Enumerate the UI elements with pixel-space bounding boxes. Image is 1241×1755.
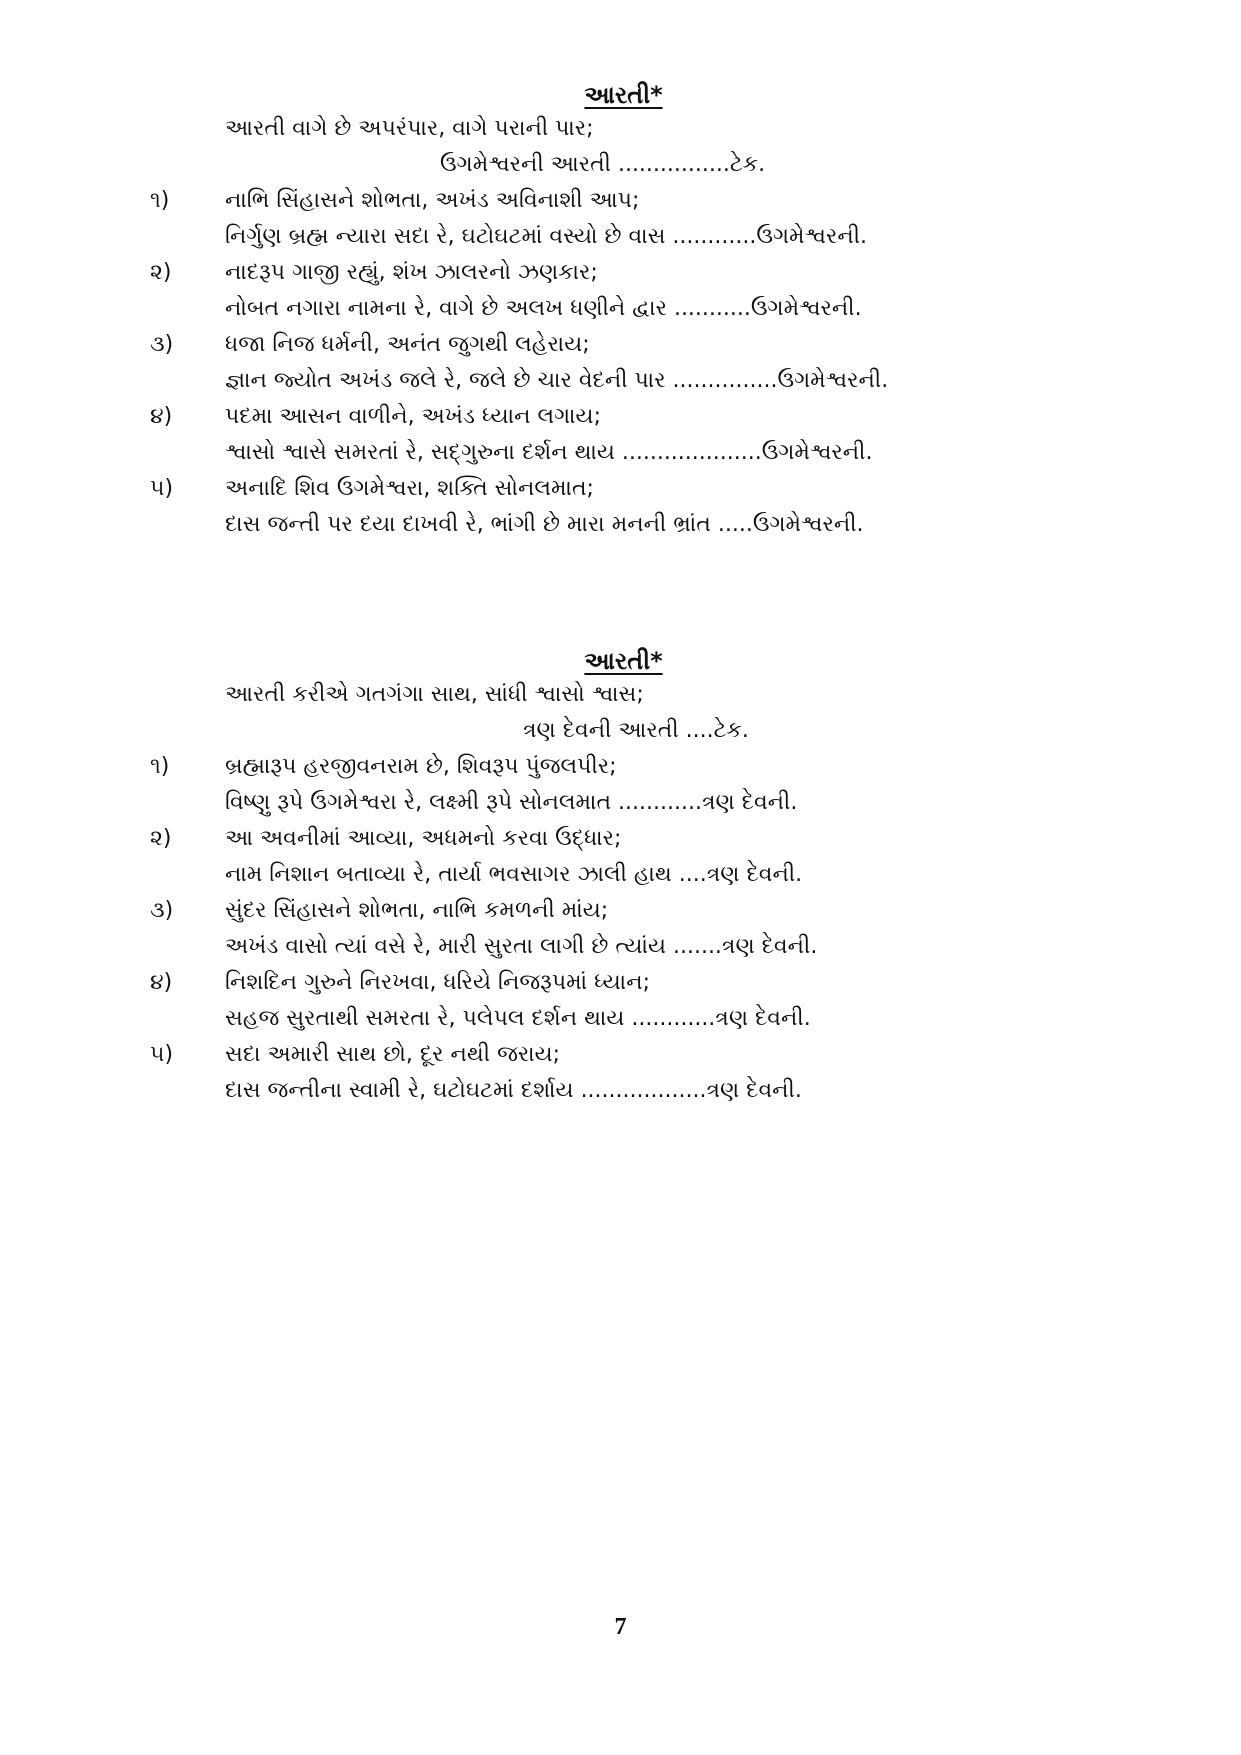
verse-3-line-2: અખંડ વાસો ત્યાં વસે રે, મારી સુરતા લાગી છે ત્યાંય .......ત્રણ દેવની.: [225, 934, 818, 959]
verse-1-line-1: ૧) નાભિ સિંહાસને શોભતા, અખંડ અવિનાશી આપ;: [0, 184, 1241, 220]
verse-number: ૪): [150, 404, 173, 429]
verse-2-line-1: ૨) આ અવનીમાં આવ્યા, અધમનો કરવા ઉદ્ધાર;: [0, 822, 1241, 858]
verse-number: ૧): [150, 188, 170, 213]
opening-line: આરતી કરીએ ગતગંગા સાથ, સાંધી શ્વાસો શ્વાસ;: [225, 682, 644, 707]
verse-number: ૫): [150, 1042, 174, 1067]
verse-2-line-2: નામ નિશાન બતાવ્યા રે, તાર્યા ભવસાગર ઝાલી હાથ ....ત્રણ દેવની.: [225, 862, 803, 887]
verse-2-line-1: ૨) નાદરૂપ ગાજી રહ્યું, શંખ ઝાલરનો ઝણકાર;: [0, 256, 1241, 292]
verse-4-line-1: ૪) પદમા આસન વાળીને, અખંડ ધ્યાન લગાય;: [0, 400, 1241, 436]
verse-number: ૩): [150, 332, 174, 357]
verse-5-line-1: ૫) અનાદિ શિવ ઉગમેશ્વરા, શક્તિ સોનલમાત;: [0, 472, 1241, 508]
verse-number: ૧): [150, 754, 170, 779]
verse-number: ૪): [150, 970, 173, 995]
verse-1-line-1: ૧) બ્રહ્મારૂપ હરજીવનરામ છે, શિવરૂપ પુંજલપીર;: [0, 750, 1241, 786]
section-title: આરતી*: [584, 647, 663, 675]
verse-2-line-2: નોબત નગારા નામના રે, વાગે છે અલખ ધણીને દ્વાર ...........ઉગમેશ્વરની.: [225, 296, 862, 321]
aarti-section-1: [0, 78, 1241, 544]
section-title: આરતી*: [584, 81, 663, 109]
verse-5-line-2: દાસ જન્તીના સ્વામી રે, ઘટોઘટમાં દર્શાય ..................ત્રણ દેવની.: [225, 1078, 802, 1103]
verse-5-line-1: ૫) સદા અમારી સાથ છો, દૂર નથી જરાય;: [0, 1038, 1241, 1074]
opening-line: આરતી વાગે છે અપરંપાર, વાગે પરાની પાર;: [225, 116, 594, 141]
refrain-line: ત્રણ દેવની આરતી ....ટેક.: [523, 718, 749, 743]
verse-4-line-2: સહજ સુરતાથી સમરતા રે, પલેપલ દર્શન થાય ............ત્રણ દેવની.: [225, 1006, 811, 1031]
verse-4-line-1: ૪) નિશદિન ગુરુને નિરખવા, ધરિયે નિજરૂપમાં ધ્યાન;: [0, 966, 1241, 1002]
verse-number: ૨): [150, 826, 172, 851]
aarti-section-2: [0, 644, 1241, 1110]
verse-3-line-1: ૩) ધજા નિજ ધર્મની, અનંત જુગથી લહેરાય;: [0, 328, 1241, 364]
page-number: 7: [614, 1614, 627, 1640]
verse-3-line-1: ૩) સુંદર સિંહાસને શોભતા, નાભિ કમળની માંય;: [0, 894, 1241, 930]
verse-1-line-2: નિર્ગુણ બ્રહ્મ ન્યારા સદા રે, ઘટોઘટમાં વસ્યો છે વાસ ............ઉગમેશ્વરની.: [225, 224, 868, 249]
refrain-line: ઉગમેશ્વરની આરતી ................ટેક.: [440, 152, 766, 177]
verse-number: ૨): [150, 260, 172, 285]
verse-1-line-2: વિષ્ણુ રૂપે ઉગમેશ્વરા રે, લક્ષ્મી રૂપે સોનલમાત ............ત્રણ દેવની.: [225, 790, 798, 815]
verse-4-line-2: શ્વાસો શ્વાસે સમરતાં રે, સદ્ગુરુના દર્શન થાય ....................ઉગમેશ્વરની.: [225, 440, 873, 465]
verse-number: ૩): [150, 898, 174, 923]
verse-number: ૫): [150, 476, 174, 501]
verse-5-line-2: દાસ જન્તી પર દયા દાખવી રે, ભાંગી છે મારા મનની ભ્રાંત .....ઉગમેશ્વરની.: [225, 512, 864, 537]
verse-3-line-2: જ્ઞાન જ્યોત અખંડ જલે રે, જલે છે ચાર વેદની પાર ...............ઉગમેશ્વરની.: [225, 368, 889, 393]
